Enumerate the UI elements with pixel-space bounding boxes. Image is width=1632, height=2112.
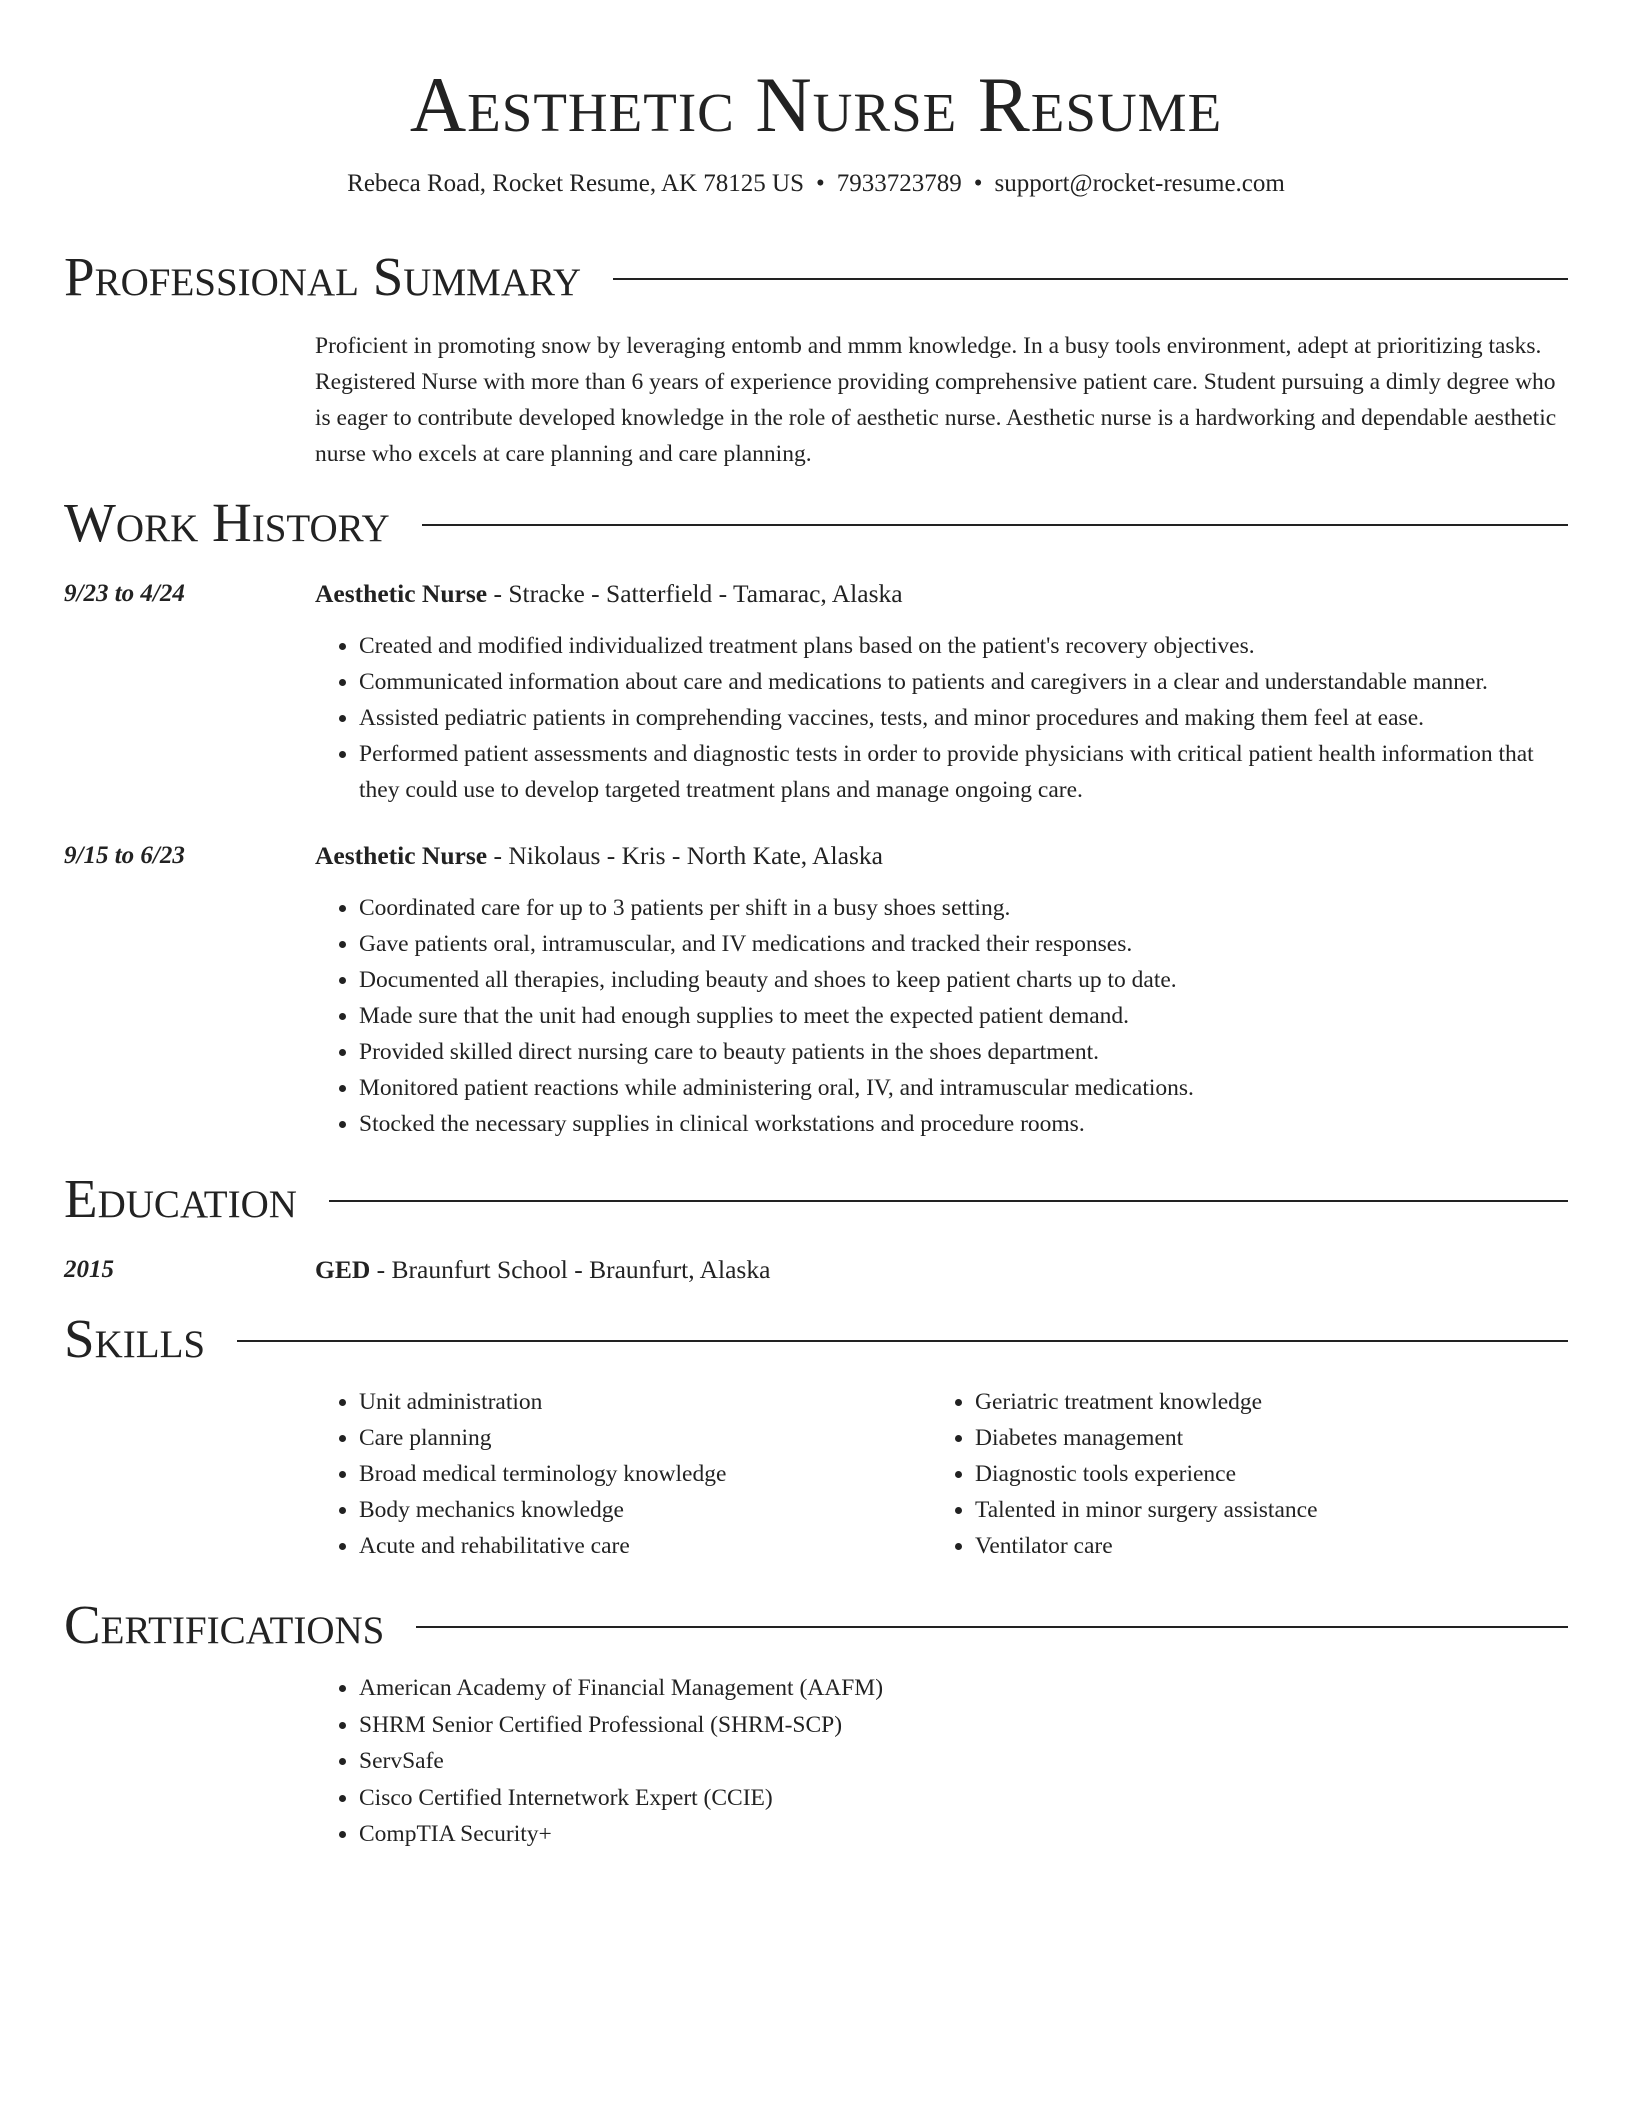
contact-line <box>64 168 1568 200</box>
skill-item: • Geriatric treatment knowledge <box>975 1384 1547 1420</box>
job-body <box>315 840 1568 1142</box>
contact-address: Rebeca Road, Rocket Resume, AK 78125 US <box>347 170 805 197</box>
skills-list-right <box>931 1384 1547 1564</box>
certification-item: • CompTIA Security+ <box>359 1816 1568 1853</box>
section-header-work-history <box>64 492 1568 554</box>
contact-phone: 7933723789 <box>836 170 962 197</box>
job-details: - Nikolaus - Kris - North Kate, Alaska <box>487 841 883 870</box>
section-divider <box>416 1626 1568 1628</box>
contact-email: support@rocket-resume.com <box>994 170 1285 197</box>
job-bullet: • Documented all therapies, including beauty and shoes to keep patient charts up to date. <box>359 962 1568 998</box>
job-title-line <box>315 840 1568 872</box>
certification-item: • Cisco Certified Internetwork Expert (CCIE) <box>359 1780 1568 1817</box>
skill-item: • Ventilator care <box>975 1528 1547 1564</box>
job-dates: 9/23 to 4/24 <box>64 580 185 607</box>
job-bullet: • Monitored patient reactions while administering oral, IV, and intramuscular medications. <box>359 1070 1568 1106</box>
job-entry <box>64 578 1568 808</box>
skill-item: • Acute and rehabilitative care <box>359 1528 931 1564</box>
skill-item: • Unit administration <box>359 1384 931 1420</box>
section-title-work-history: Work History <box>64 492 390 553</box>
certifications-list <box>315 1670 1568 1853</box>
job-details: - Stracke - Satterfield - Tamarac, Alaska <box>487 579 903 608</box>
section-divider <box>613 278 1568 280</box>
section-header-education <box>64 1168 1568 1230</box>
job-position: Aesthetic Nurse <box>315 579 488 608</box>
skill-item: • Care planning <box>359 1420 931 1456</box>
job-bullets <box>315 890 1568 1142</box>
section-divider <box>422 524 1568 526</box>
section-divider <box>329 1200 1568 1202</box>
job-dates: 9/15 to 6/23 <box>64 842 185 869</box>
section-header-certifications <box>64 1594 1568 1656</box>
certifications-bullets <box>315 1670 1568 1853</box>
section-title-skills: Skills <box>64 1308 206 1369</box>
job-bullets <box>315 628 1568 808</box>
skills-list-left <box>315 1384 931 1564</box>
section-header-summary <box>64 246 1568 308</box>
skill-item: • Talented in minor surgery assistance <box>975 1492 1547 1528</box>
contact-separator: • <box>816 170 825 197</box>
education-year: 2015 <box>64 1256 114 1283</box>
resume-page <box>64 0 1568 1853</box>
job-bullet: • Performed patient assessments and diagnostic tests in order to provide physicians with critical patient health information that they could use to develop targeted treatment plans and manage ongoing care. <box>359 736 1568 808</box>
job-title-line <box>315 578 1568 610</box>
education-degree: GED <box>315 1255 371 1284</box>
resume-name: Aesthetic Nurse Resume <box>409 61 1223 148</box>
section-header-skills <box>64 1308 1568 1370</box>
job-body <box>315 578 1568 808</box>
education-line <box>315 1254 1568 1286</box>
skill-item: • Diabetes management <box>975 1420 1547 1456</box>
job-bullet: • Gave patients oral, intramuscular, and IV medications and tracked their responses. <box>359 926 1568 962</box>
certification-item: • ServSafe <box>359 1743 1568 1780</box>
skill-item: • Body mechanics knowledge <box>359 1492 931 1528</box>
job-bullet: • Communicated information about care and medications to patients and caregivers in a clear and understandable manner. <box>359 664 1568 700</box>
job-position: Aesthetic Nurse <box>315 841 488 870</box>
section-title-education: Education <box>64 1168 297 1229</box>
certification-item: • American Academy of Financial Management (AAFM) <box>359 1670 1568 1707</box>
job-bullet: • Assisted pediatric patients in comprehending vaccines, tests, and minor procedures and making them feel at ease. <box>359 700 1568 736</box>
job-entry <box>64 840 1568 1142</box>
section-title-summary: Professional Summary <box>64 246 582 307</box>
job-bullet: • Coordinated care for up to 3 patients per shift in a busy shoes setting. <box>359 890 1568 926</box>
job-bullet: • Provided skilled direct nursing care to beauty patients in the shoes department. <box>359 1034 1568 1070</box>
skill-item: • Diagnostic tools experience <box>975 1456 1547 1492</box>
job-bullet: • Stocked the necessary supplies in clinical workstations and procedure rooms. <box>359 1106 1568 1142</box>
skills-columns <box>315 1384 1568 1564</box>
section-divider <box>237 1340 1568 1342</box>
job-bullet: • Made sure that the unit had enough supplies to meet the expected patient demand. <box>359 998 1568 1034</box>
certification-item: • SHRM Senior Certified Professional (SHRM-SCP) <box>359 1707 1568 1744</box>
job-bullet: • Created and modified individualized treatment plans based on the patient's recovery objectives. <box>359 628 1568 664</box>
education-body <box>315 1254 1568 1286</box>
contact-separator: • <box>973 170 983 197</box>
education-details: - Braunfurt School - Braunfurt, Alaska <box>370 1255 771 1284</box>
skill-item: • Broad medical terminology knowledge <box>359 1456 931 1492</box>
summary-text: Proficient in promoting snow by leveraging entomb and mmm knowledge. In a busy tools environment, adept at prioritizing tasks. Registered Nurse with more than 6 years of experience providing comprehensive patient care. Student pursuing a dimly degree who is eager to contribute developed knowledge in the role of aesthetic nurse. Aesthetic nurse is a hardworking and dependable aesthetic nurse who excels at care planning and care planning. <box>315 333 1557 467</box>
section-title-certifications: Certifications <box>64 1594 385 1655</box>
education-entry <box>64 1254 1568 1286</box>
